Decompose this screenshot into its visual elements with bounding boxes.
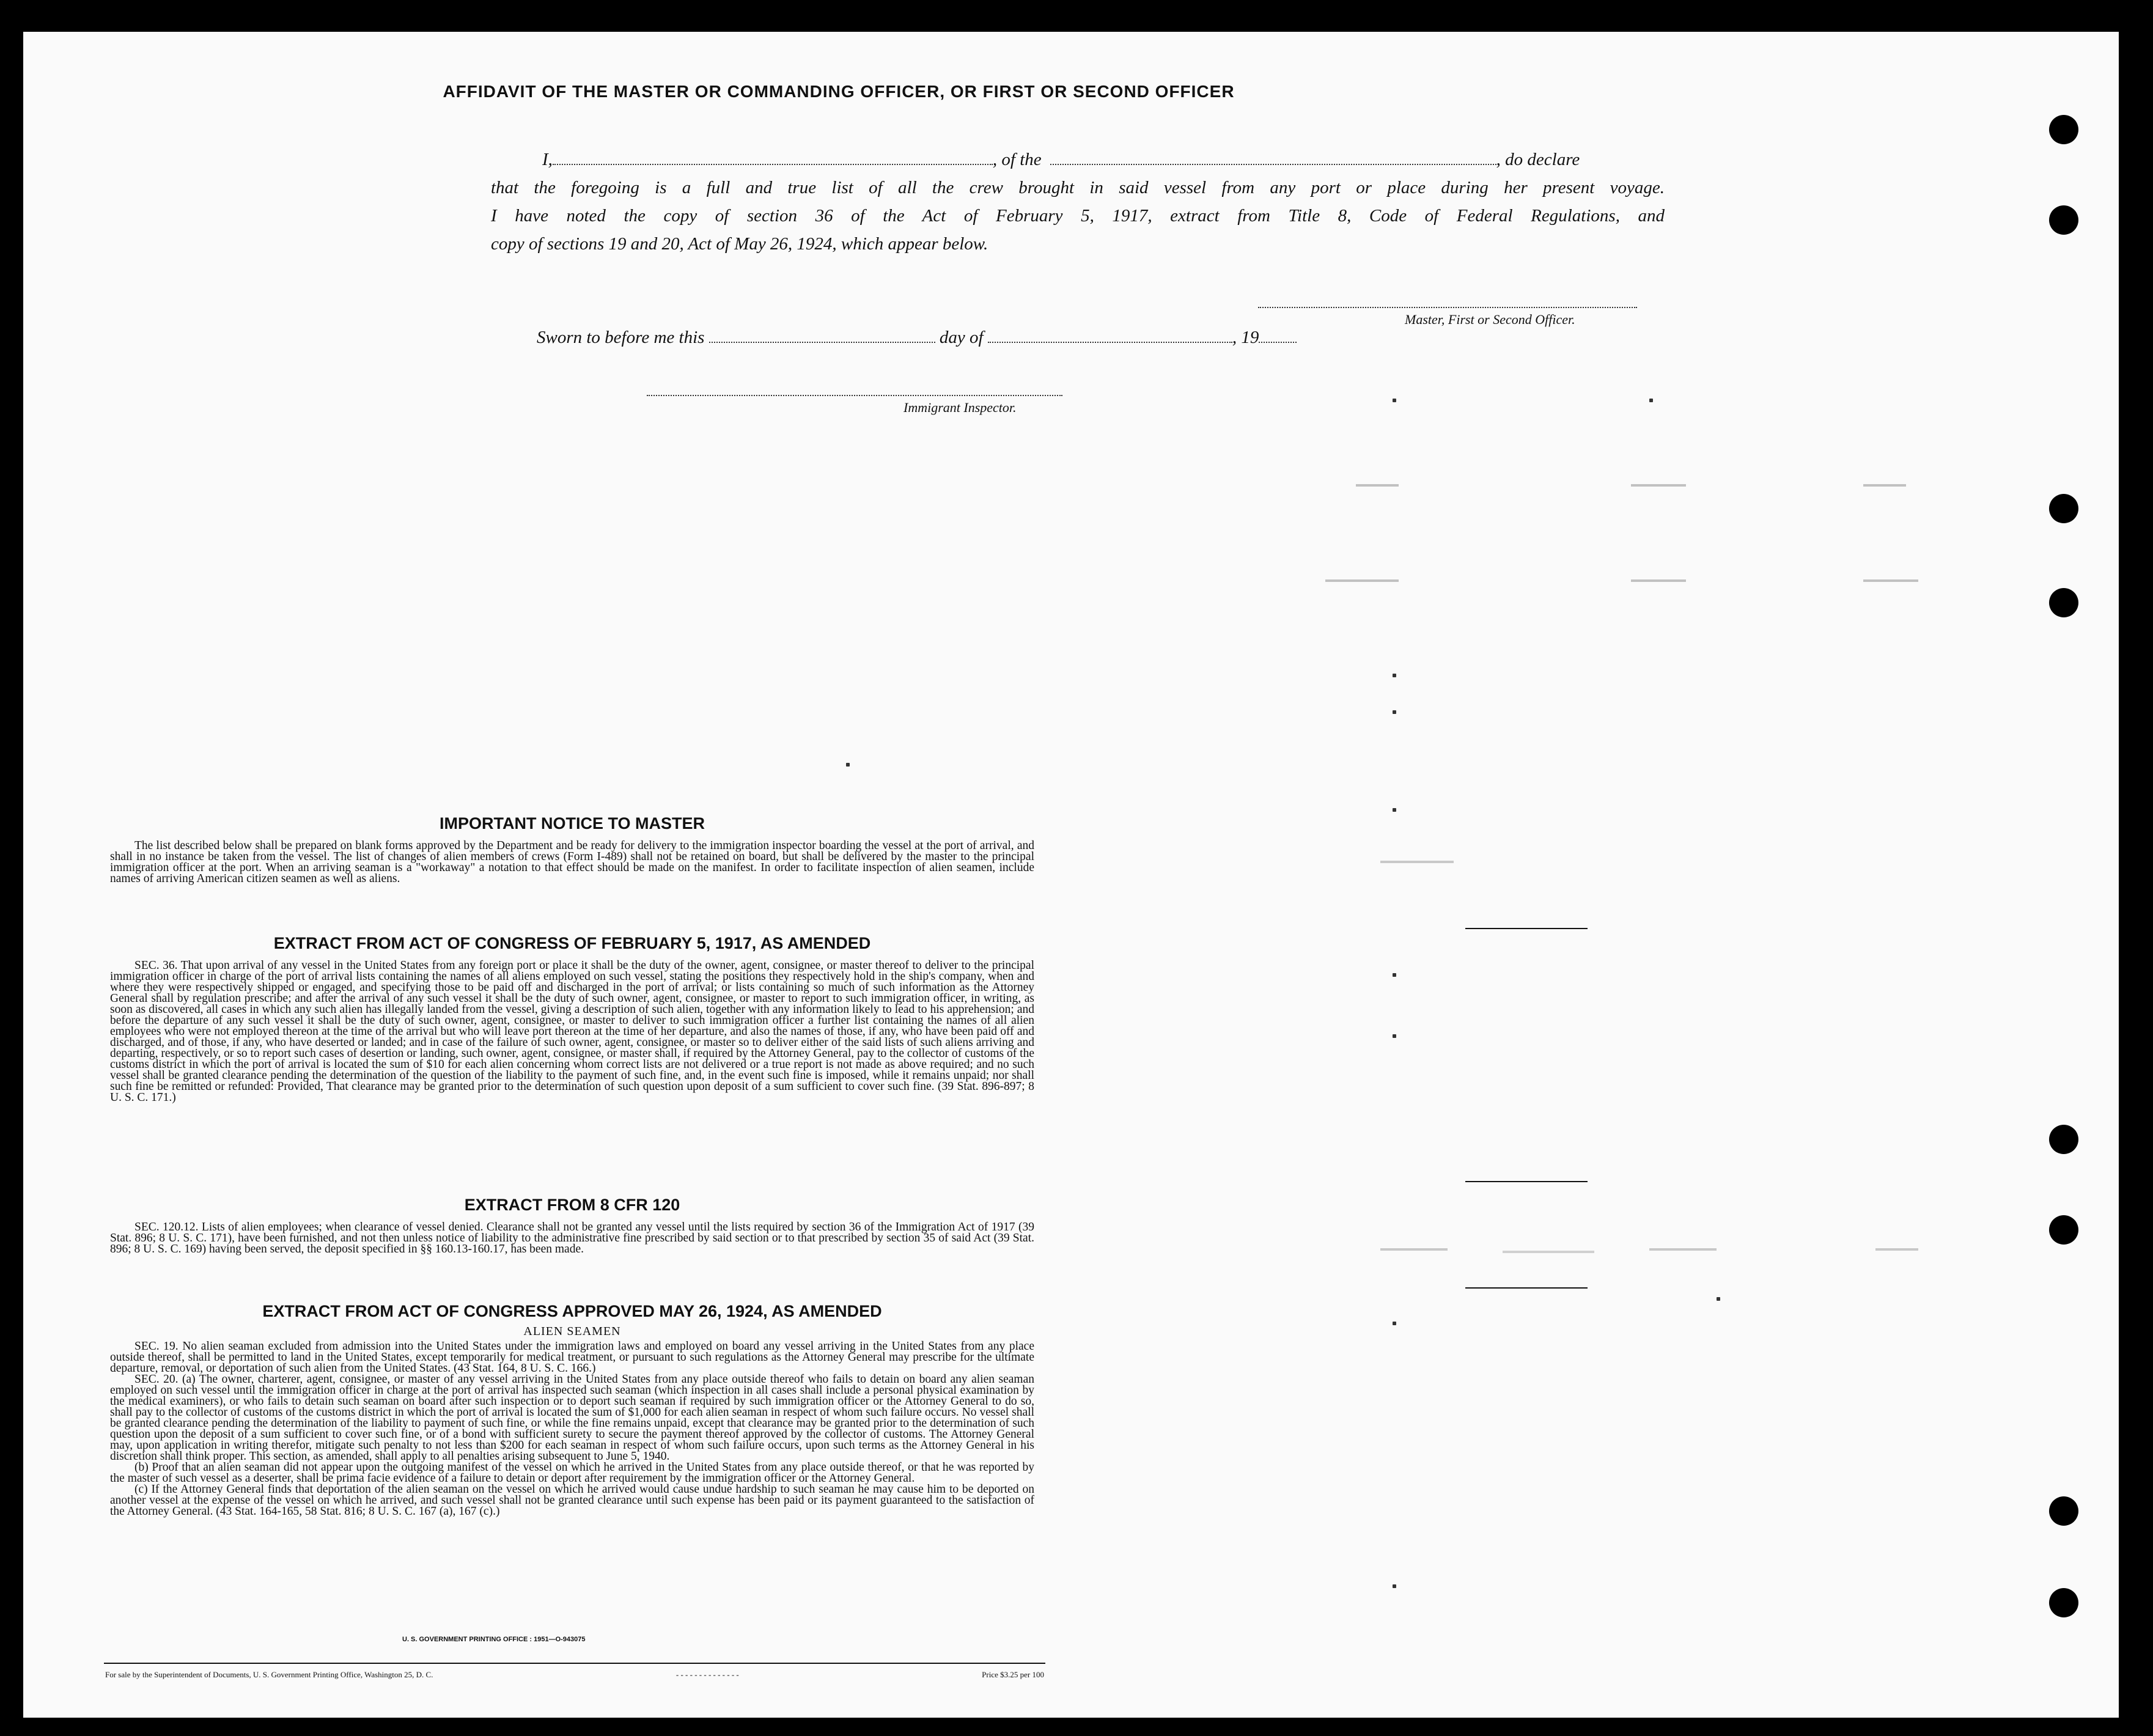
footer-rule: [104, 1663, 1045, 1664]
affidavit-title: AFFIDAVIT OF THE MASTER OR COMMANDING OFFICER, OR FIRST OR SECOND OFFICER: [443, 82, 1235, 101]
document-page: [23, 32, 2119, 1718]
speck: [846, 763, 850, 767]
extract-cfr-body: SEC. 120.12. Lists of alien employees; when clearance of vessel denied. Clearance shall not be granted any vessel until the lists required by section 36 of the Immigration Act of 1917 (39 Stat. 896; 8 U. S. C. 171), have been furnished, and not then unless notice of liability to the administrative fine prescribed by said section or to that prescribed by section 35 of said Act (39 Stat. 896; 8 U. S. C. 169) having been served, the deposit specified in §§ 160.13-160.17, has been made.: [110, 1221, 1034, 1256]
bleed-mark: [1863, 484, 1906, 487]
bleed-mark: [1875, 1248, 1918, 1251]
extract-1917-heading: EXTRACT FROM ACT OF CONGRESS OF FEBRUARY 5, 1917, AS AMENDED: [273, 934, 871, 952]
sworn-year-prefix: , 19: [1232, 328, 1259, 347]
extract-1924-sec20b: (b) Proof that an alien seaman did not appear upon the outgoing manifest of the vessel on which he arrived in the United States from any place outside thereof, or that he was reported by the master of such vessel as a deserter, shall be prima facie evidence of a failure to detain or deport after requirement by the immigration officer or the Attorney General.: [110, 1461, 1034, 1485]
section-divider: [1465, 1181, 1588, 1182]
alien-seamen-subheading: ALIEN SEAMEN: [523, 1325, 621, 1338]
footer-dashes: - - - - - - - - - - - - - -: [675, 1670, 739, 1679]
master-signature-label: Master, First or Second Officer.: [1405, 312, 1575, 327]
bleed-mark: [1631, 484, 1686, 487]
speck: [1393, 399, 1396, 402]
footer: [105, 1670, 1044, 1680]
speck: [1393, 973, 1396, 977]
punch-hole: [2049, 1496, 2078, 1526]
punch-hole: [2049, 494, 2078, 523]
footer-price: Price $3.25 per 100: [982, 1670, 1044, 1679]
punch-hole: [2049, 1588, 2078, 1617]
gpo-imprint: U. S. GOVERNMENT PRINTING OFFICE : 1951—O-943075: [402, 1636, 586, 1643]
speck: [1649, 399, 1653, 402]
affidavit-text: [491, 145, 1665, 258]
sworn-day-field[interactable]: [709, 328, 935, 343]
affidavit-of-the: , of the: [992, 150, 1042, 169]
punch-hole: [2049, 1125, 2078, 1154]
name-field[interactable]: [553, 150, 993, 165]
footer-sale-notice: For sale by the Superintendent of Documents, U. S. Government Printing Office, Washington 25, D. C.: [105, 1670, 433, 1679]
bleed-mark: [1380, 1248, 1448, 1251]
inspector-signature-label: Immigrant Inspector.: [904, 400, 1017, 415]
sworn-day-of: day of: [939, 328, 984, 347]
affidavit-do-declare: , do declare: [1496, 150, 1580, 169]
vessel-field[interactable]: [1050, 150, 1496, 165]
bleed-mark: [1863, 579, 1918, 582]
extract-1924-sec19: SEC. 19. No alien seaman excluded from admission into the United States under the immigration laws and employed on board any vessel arriving in the United States from any place outside thereof, shall be permitted to land in the United States, except temporarily for medical treatment, or pursuant to such regulations as the Attorney General may prescribe for the ultimate departure, removal, or deportation of such alien from the United States. (43 Stat. 164, 8 U. S. C. 166.): [110, 1340, 1034, 1375]
affidavit-line-2: that the foregoing is a full and true list of all the crew brought in said vessel from any port or place during her present voyage.: [491, 178, 1665, 197]
punch-hole: [2049, 115, 2078, 144]
extract-1917-section: [110, 934, 1034, 1103]
punch-hole: [2049, 205, 2078, 235]
bleed-mark: [1503, 1251, 1594, 1253]
bleed-mark: [1631, 579, 1686, 582]
sworn-statement: [537, 328, 1297, 348]
extract-cfr-heading: EXTRACT FROM 8 CFR 120: [464, 1196, 680, 1214]
speck: [1717, 1297, 1720, 1301]
speck: [1393, 1034, 1396, 1038]
speck: [1393, 1584, 1396, 1588]
punch-hole: [2049, 588, 2078, 617]
extract-1924-section: [110, 1302, 1034, 1517]
affidavit-i: I,: [542, 150, 553, 169]
extract-1924-sec20a: SEC. 20. (a) The owner, charterer, agent, consignee, or master of any vessel arriving in the United States from any place outside thereof who fails to detain on board any alien seaman employed on such vessel until the immigration officer in charge at the port of arrival has inspected such seaman (which inspection in all cases shall include a personal physical examination by the medical examiners), or who fails to detain such seaman on board after such inspection or to deport such seaman if required by such immigration officer or the Attorney General to do so, shall pay to the collector of customs of the customs district in which the port of arrival is located the sum of $1,000 for each alien seaman in respect of whom such failure occurs. No vessel shall be granted clearance pending the determination of the liability to payment of such fine, or while the fine remains unpaid, except that clearance may be granted prior to the determination of such question upon the deposit of a sum sufficient to cover such fine, or of a bond with sufficient surety to secure the payment thereof approved by the collector of customs. The Attorney General may, upon application in writing therefor, mitigate such penalty to not less than $200 for each seaman in respect of whom such failure occurs, upon such terms as the Attorney General in his discretion shall think proper. This section, as amended, shall apply to all penalties arising subsequent to June 5, 1940.: [110, 1373, 1034, 1463]
extract-1924-sec20c: (c) If the Attorney General finds that deportation of the alien seaman on the vessel on which he arrived would cause undue hardship to such seaman he may cause him to be deported on another vessel at the expense of the vessel on which he arrived, and such vessel shall not be granted clearance until such expense has been paid or its payment guaranteed to the satisfaction of the Attorney General. (43 Stat. 164-165, 58 Stat. 816; 8 U. S. C. 167 (a), 167 (c).): [110, 1483, 1034, 1518]
master-signature-line[interactable]: [1258, 307, 1637, 308]
inspector-signature-line[interactable]: [647, 395, 1062, 396]
speck: [1393, 710, 1396, 714]
sworn-month-field[interactable]: [988, 328, 1232, 343]
affidavit-line-3: I have noted the copy of section 36 of the Act of February 5, 1917, extract from Title 8, Code of Federal Regulations, and: [491, 206, 1665, 226]
notice-heading: IMPORTANT NOTICE TO MASTER: [440, 814, 705, 833]
speck: [1393, 808, 1396, 812]
speck: [1393, 1322, 1396, 1325]
extract-cfr-section: [110, 1196, 1034, 1255]
notice-section: [110, 814, 1034, 885]
punch-hole: [2049, 1215, 2078, 1245]
notice-body: The list described below shall be prepared on blank forms approved by the Department and be ready for delivery to the immigration inspector boarding the vessel at the port of arrival, and shall in no instance be taken from the vessel. The list of changes of alien members of crews (Form I-489) shall not be retained on board, but shall be delivered by the master to the principal immigration officer at the port. When an arriving seaman is a "workaway" a notation to that effect should be made on the manifest. In order to facilitate inspection of alien seamen, include names of arriving American citizen seamen as well as aliens.: [110, 839, 1034, 885]
sworn-year-field[interactable]: [1259, 328, 1297, 343]
bleed-mark: [1356, 484, 1399, 487]
bleed-mark: [1325, 579, 1399, 582]
bleed-mark: [1649, 1248, 1717, 1251]
extract-1924-heading: EXTRACT FROM ACT OF CONGRESS APPROVED MAY 26, 1924, AS AMENDED: [262, 1302, 882, 1320]
section-divider: [1465, 928, 1588, 929]
section-divider: [1465, 1287, 1588, 1289]
sworn-prefix: Sworn to before me this: [537, 328, 705, 347]
bleed-mark: [1380, 861, 1454, 863]
extract-1917-body: SEC. 36. That upon arrival of any vessel in the United States from any foreign port or place it shall be the duty of the owner, agent, consignee, or master thereof to deliver to the principal immigration officer in charge of the port of arrival lists containing the names of all aliens employed on such vessel, stating the positions they respectively hold in the ship's company, when and where they were respectively shipped or engaged, and specifying those to be paid off and discharged in the port of arrival; or lists containing so much of such information as the Attorney General shall by regulation prescribe; and after the arrival of any such vessel it shall be the duty of such owner, agent, consignee, or master to report to such immigration officer, in writing, as soon as discovered, all cases in which any such alien has illegally landed from the vessel, giving a description of such alien, together with any information likely to lead to his apprehension; and before the departure of any such vessel it shall be the duty of such owner, agent, consignee, or master to deliver to such immigration officer a further list containing the names of all alien employees who were not employed thereon at the time of the arrival but who will leave port thereon at the time of her departure, and also the names of those, if any, who have been paid off and discharged, and of those, if any, who have deserted or landed; and in case of the failure of such owner, agent, consignee, or master so to deliver either of the said lists of such aliens arriving and departing, respectively, or so to report such cases of desertion or landing, such owner, agent, consignee, or master shall, if required by the Attorney General, pay to the collector of customs of the customs district in which the port of arrival is located the sum of $10 for each alien concerning whom correct lists are not delivered or a true report is not made as above required; and no such vessel shall be granted clearance pending the determination of the question of the liability to the payment of such fine, and, in the event such fine is imposed, while it remains unpaid; nor shall such fine be remitted or refunded: Provided, That clearance may be granted prior to the determination of such question upon deposit of a sum sufficient to cover such fine. (39 Stat. 896-897; 8 U. S. C. 171.): [110, 959, 1034, 1104]
speck: [1393, 674, 1396, 677]
affidavit-line-4: copy of sections 19 and 20, Act of May 26, 1924, which appear below.: [491, 234, 988, 254]
